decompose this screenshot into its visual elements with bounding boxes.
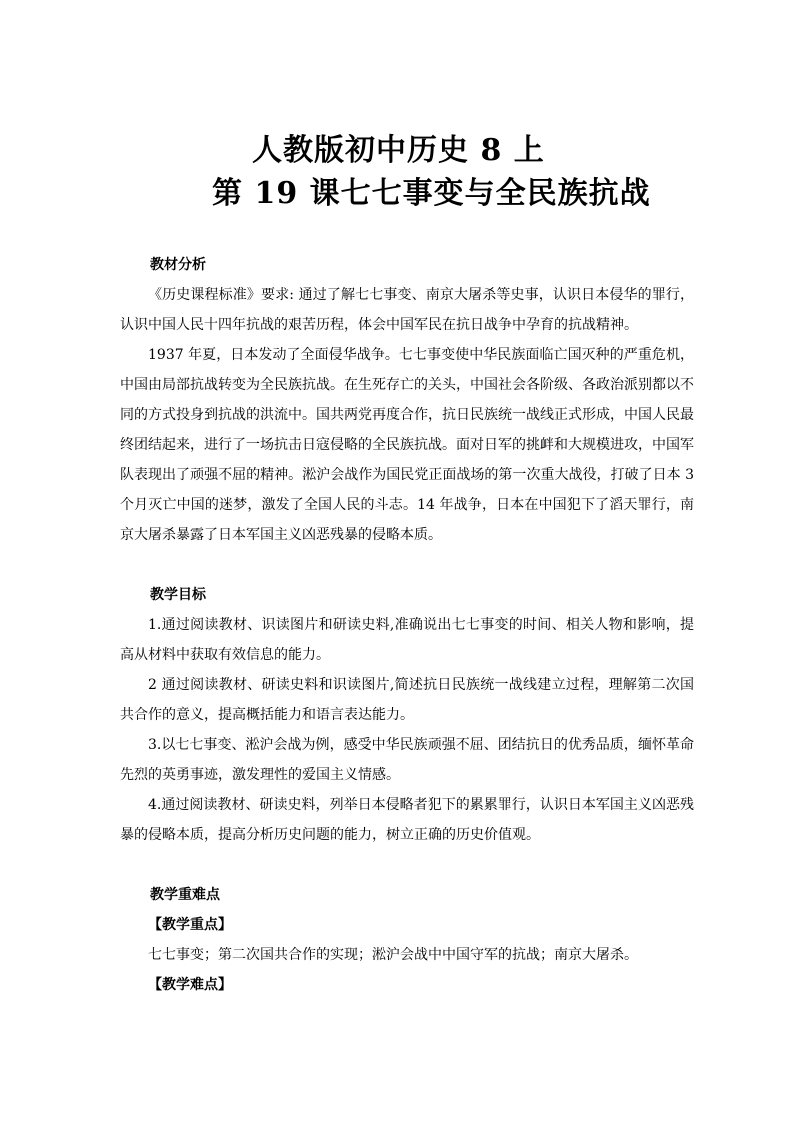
document-title-line2: 第 19 课七七事变与全民族抗战 <box>212 176 651 211</box>
section-heading-analysis: 教材分析 <box>150 257 206 273</box>
focus-text: 七七事变；第二次国共合作的实现；淞沪会战中中国守军的抗战；南京大屠杀。 <box>148 947 638 963</box>
document-body <box>120 250 694 1000</box>
focus-label: 【教学重点】 <box>148 917 232 933</box>
analysis-paragraph: 《历史课程标准》要求: 通过了解七七事变、南京大屠杀等史事，认识日本侵华的罪行，认识中国人民十四年抗战的艰苦历程，体会中国军民在抗日战争中孕育的抗战精神。 <box>120 287 694 333</box>
goal-paragraph: 2 通过阅读教材、研读史料和识读图片,简述抗日民族统一战线建立过程，理解第二次国共合作的意义，提高概括能力和语言表达能力。 <box>120 677 694 723</box>
goal-paragraph: 3.以七七事变、淞沪会战为例，感受中华民族顽强不屈、团结抗日的优秀品质，缅怀革命先烈的英勇事迹，激发理性的爱国主义情感。 <box>120 737 694 783</box>
section-heading-goals: 教学目标 <box>150 587 206 603</box>
goal-paragraph: 1.通过阅读教材、识读图片和研读史料,准确说出七七事变的时间、相关人物和影响，提高从材料中获取有效信息的能力。 <box>120 617 694 663</box>
section-heading-keypoints: 教学重难点 <box>150 887 220 903</box>
difficulty-label: 【教学难点】 <box>148 977 232 993</box>
goal-paragraph: 4.通过阅读教材、研读史料，列举日本侵略者犯下的累累罪行，认识日本军国主义凶恶残暴的侵略本质，提高分析历史问题的能力，树立正确的历史价值观。 <box>120 797 694 843</box>
document-title-line1: 人教版初中历史 8 上 <box>252 133 545 168</box>
analysis-paragraph: 1937 年夏，日本发动了全面侵华战争。七七事变使中华民族面临亡国灭种的严重危机，中国由局部抗战转变为全民族抗战。在生死存亡的关头，中国社会各阶级、各政治派别都以不同的方式投身到抗战的洪流中。国共两党再度合作，抗日民族统一战线正式形成，中国人民最终团结起来，进行了一场抗击日寇侵略的全民族抗战。面对日军的挑衅和大规模进攻，中国军队表现出了顽强不屈的精神。淞沪会战作为国民党正面战场的第一次重大战役，打破了日本 3 个月灭亡中国的迷梦，激发了全国人民的斗志。14 年战争，日本在中国犯下了滔天罪行，南京大屠杀暴露了日本军国主义凶恶残暴的侵略本质。 <box>120 347 694 543</box>
